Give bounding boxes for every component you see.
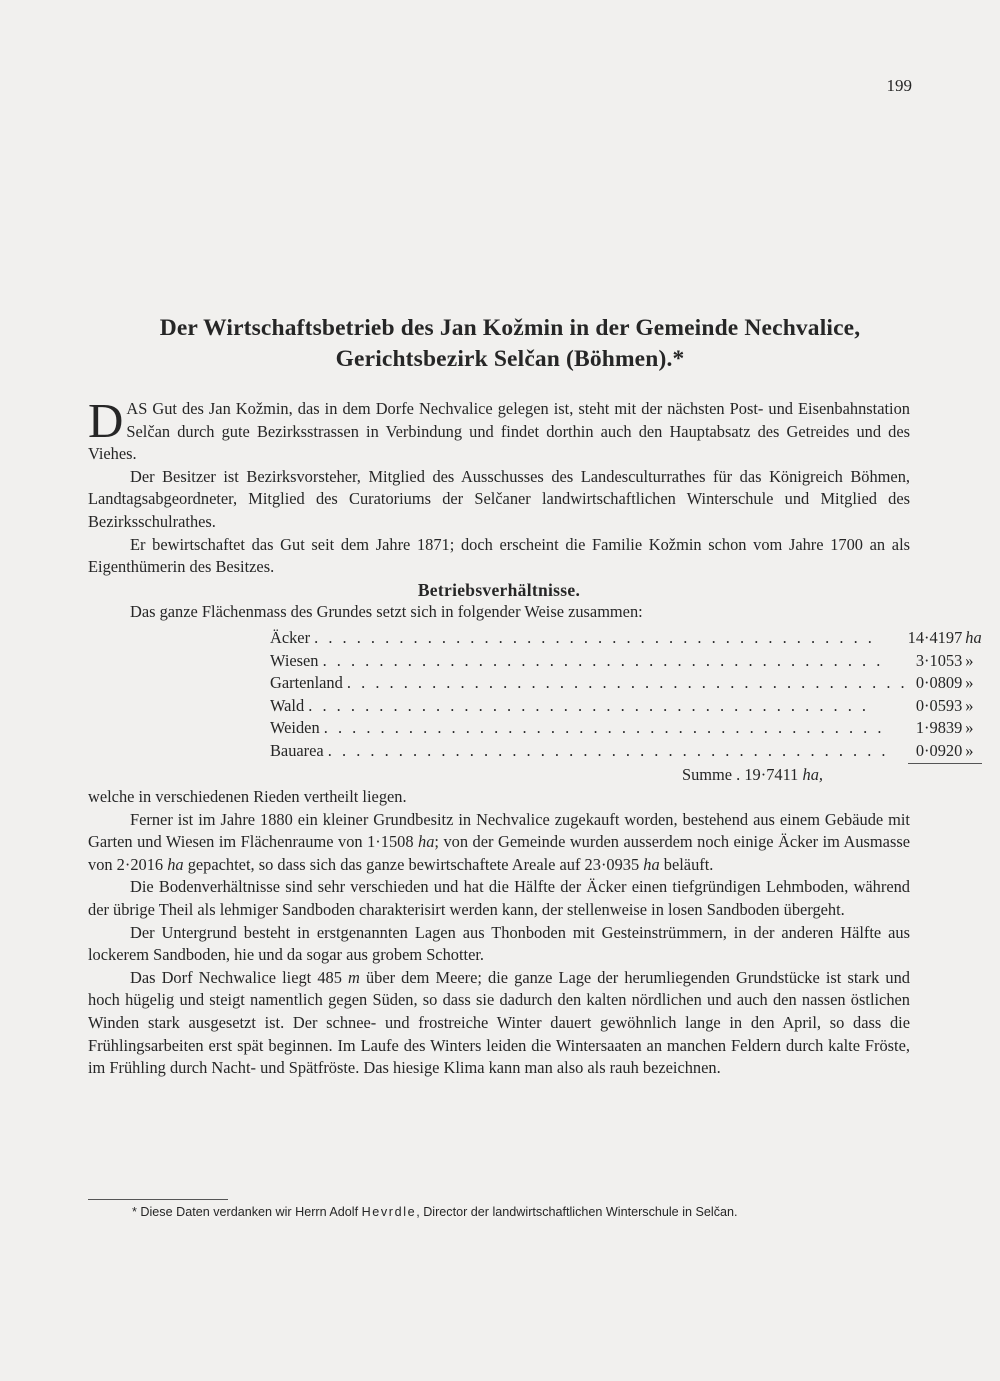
purchase-paragraph [88, 809, 910, 877]
purchase-text-d: beläuft. [659, 854, 714, 874]
sum-value: 19·7411 [744, 764, 799, 784]
subsoil-paragraph: Der Untergrund besteht in erstgenannten Lagen aus Thonboden mit Gesteinstrümmern, in der anderen Hälfte aus lockerem Sandboden, hie und da sogar aus grobem Schotter. [88, 922, 910, 965]
area-intro-paragraph: Das ganze Flächenmass des Grundes setzt sich in folgender Weise zusammen: [130, 602, 643, 622]
intro-text: AS Gut des Jan Kožmin, das in dem Dorfe Nechvalice gelegen ist, steht mit der nächsten Post- und Eisenbahnstation Selčan durch gute Bezirksstrassen in Verbindung und findet dorthin auch den Hauptabsatz des Getreides und des Viehes. [88, 399, 910, 464]
area-row [270, 740, 982, 763]
area-value: 0·0920 [908, 740, 963, 763]
area-row [270, 695, 982, 718]
village-text-b: über dem Meere; die ganze Lage der herumliegenden Grundstücke ist stark und hoch hügelig und steigt namentlich gegen Süden, so dass sie dadurch den kalten nördlichen und auch den nassen östlichen Winden stark ausgesetzt ist. Der schnee- und frostreiche Winter dauert gewöhnlich lange in den April, so dass die Frühlingsarbeiten erst spät beginnen. Im Laufe des Winters leiden die Wintersaaten an manchen Feldern durch kalte Fröste, im Frühling durch Nacht- und Spätfröste. Das hiesige Klima kann man also als rauh bezeichnen. [88, 967, 911, 1078]
after-table-text: welche in verschiedenen Rieden vertheilt liegen. [88, 787, 407, 807]
area-value: 3·1053 [915, 650, 963, 670]
title-line-2: Gerichtsbezirk Selčan (Böhmen).* [335, 346, 685, 372]
area-unit: » [965, 718, 974, 738]
area-label: Äcker . . . . . . . . . . . . . . . . . . . . . . . . . . . . . . . . . . . . . . . . [270, 627, 875, 647]
area-value: 0·0593 [915, 695, 963, 715]
area-value: 14·4197 [907, 627, 963, 647]
soil-paragraph: Die Bodenverhältnisse sind sehr verschieden und hat die Hälfte der Äcker einen tiefgründigen Lehmboden, während der übrige Theil als lehmiger Sandboden charakterisirt werden kann, der stellenweise in losen Sandboden übergeht. [88, 877, 910, 920]
area-row [270, 627, 982, 650]
purchase-text-b: ; von der Gemeinde wurden ausserdem noch einige Äcker im Ausmasse von 2·2016 [88, 832, 910, 874]
area-value: 1·9839 [915, 718, 963, 738]
drop-cap: D [88, 393, 124, 448]
area-table [270, 627, 982, 764]
footnote-text-a: * Diese Daten verdanken wir Herrn Adolf [132, 1205, 362, 1219]
intro-paragraph [88, 393, 910, 466]
area-unit: » [965, 673, 974, 693]
unit-ha: ha [167, 854, 184, 874]
article-body [88, 393, 982, 1080]
area-row [270, 717, 982, 740]
area-row [270, 650, 982, 673]
area-unit: » [965, 695, 974, 715]
sum-label: Summe . [681, 764, 741, 784]
sum-unit: ha, [802, 764, 823, 784]
title-line-1: Der Wirtschaftsbetrieb des Jan Kožmin in der Gemeinde Nechvalice, [159, 315, 861, 341]
unit-ha: ha [418, 832, 435, 852]
footnote [132, 1205, 912, 1219]
area-unit: » [962, 740, 981, 763]
area-unit: » [965, 650, 974, 670]
area-unit: ha [965, 627, 982, 647]
area-label: Gartenland . . . . . . . . . . . . . . . . . . . . . . . . . . . . . . . . . . . . . . . . [270, 673, 908, 693]
since-paragraph: Er bewirtschaftet das Gut seit dem Jahre 1871; doch erscheint die Familie Kožmin schon vom Jahre 1700 an als Eigenthümerin des Besitzes. [88, 534, 910, 577]
area-sum [88, 764, 910, 787]
owner-paragraph: Der Besitzer ist Bezirksvorsteher, Mitglied des Ausschusses des Landesculturrathes für das Königreich Böhmen, Landtagsabgeordneter, Mitglied des Curatoriums der Selčaner landwirtschaftlichen Winterschule und Mitglied des Bezirksschulrathes. [88, 466, 910, 531]
footnote-text-b: , Director der landwirtschaftlichen Winterschule in Selčan. [416, 1205, 738, 1219]
area-value: 0·0809 [915, 673, 963, 693]
purchase-text-a: Ferner ist im Jahre 1880 ein kleiner Grundbesitz in Nechvalice zugekauft worden, bestehend aus einem Gebäude mit Garten und Wiesen im Flächenraume von 1·1508 [88, 809, 910, 852]
section-heading: Betriebsverhältnisse. [417, 579, 581, 600]
area-label: Wiesen . . . . . . . . . . . . . . . . . . . . . . . . . . . . . . . . . . . . . . . . [270, 650, 884, 670]
area-row [270, 672, 982, 695]
footnote-name: Hevrdle [361, 1205, 417, 1219]
village-text-a: Das Dorf Nechwalice liegt 485 [130, 967, 349, 987]
purchase-text-c: gepachtet, so dass sich das ganze bewirtschaftete Areale auf 23·0935 [183, 854, 644, 874]
article-title [80, 313, 940, 375]
village-paragraph [88, 967, 910, 1080]
area-label: Wald . . . . . . . . . . . . . . . . . . . . . . . . . . . . . . . . . . . . . . . . [270, 695, 869, 715]
area-label: Bauarea . . . . . . . . . . . . . . . . . . . . . . . . . . . . . . . . . . . . . . . . [270, 740, 889, 760]
footnote-divider [88, 1199, 228, 1200]
unit-m: m [348, 967, 360, 987]
unit-ha: ha [643, 854, 660, 874]
page-number: 199 [886, 76, 912, 95]
area-label: Weiden . . . . . . . . . . . . . . . . . . . . . . . . . . . . . . . . . . . . . . . . [270, 718, 885, 738]
